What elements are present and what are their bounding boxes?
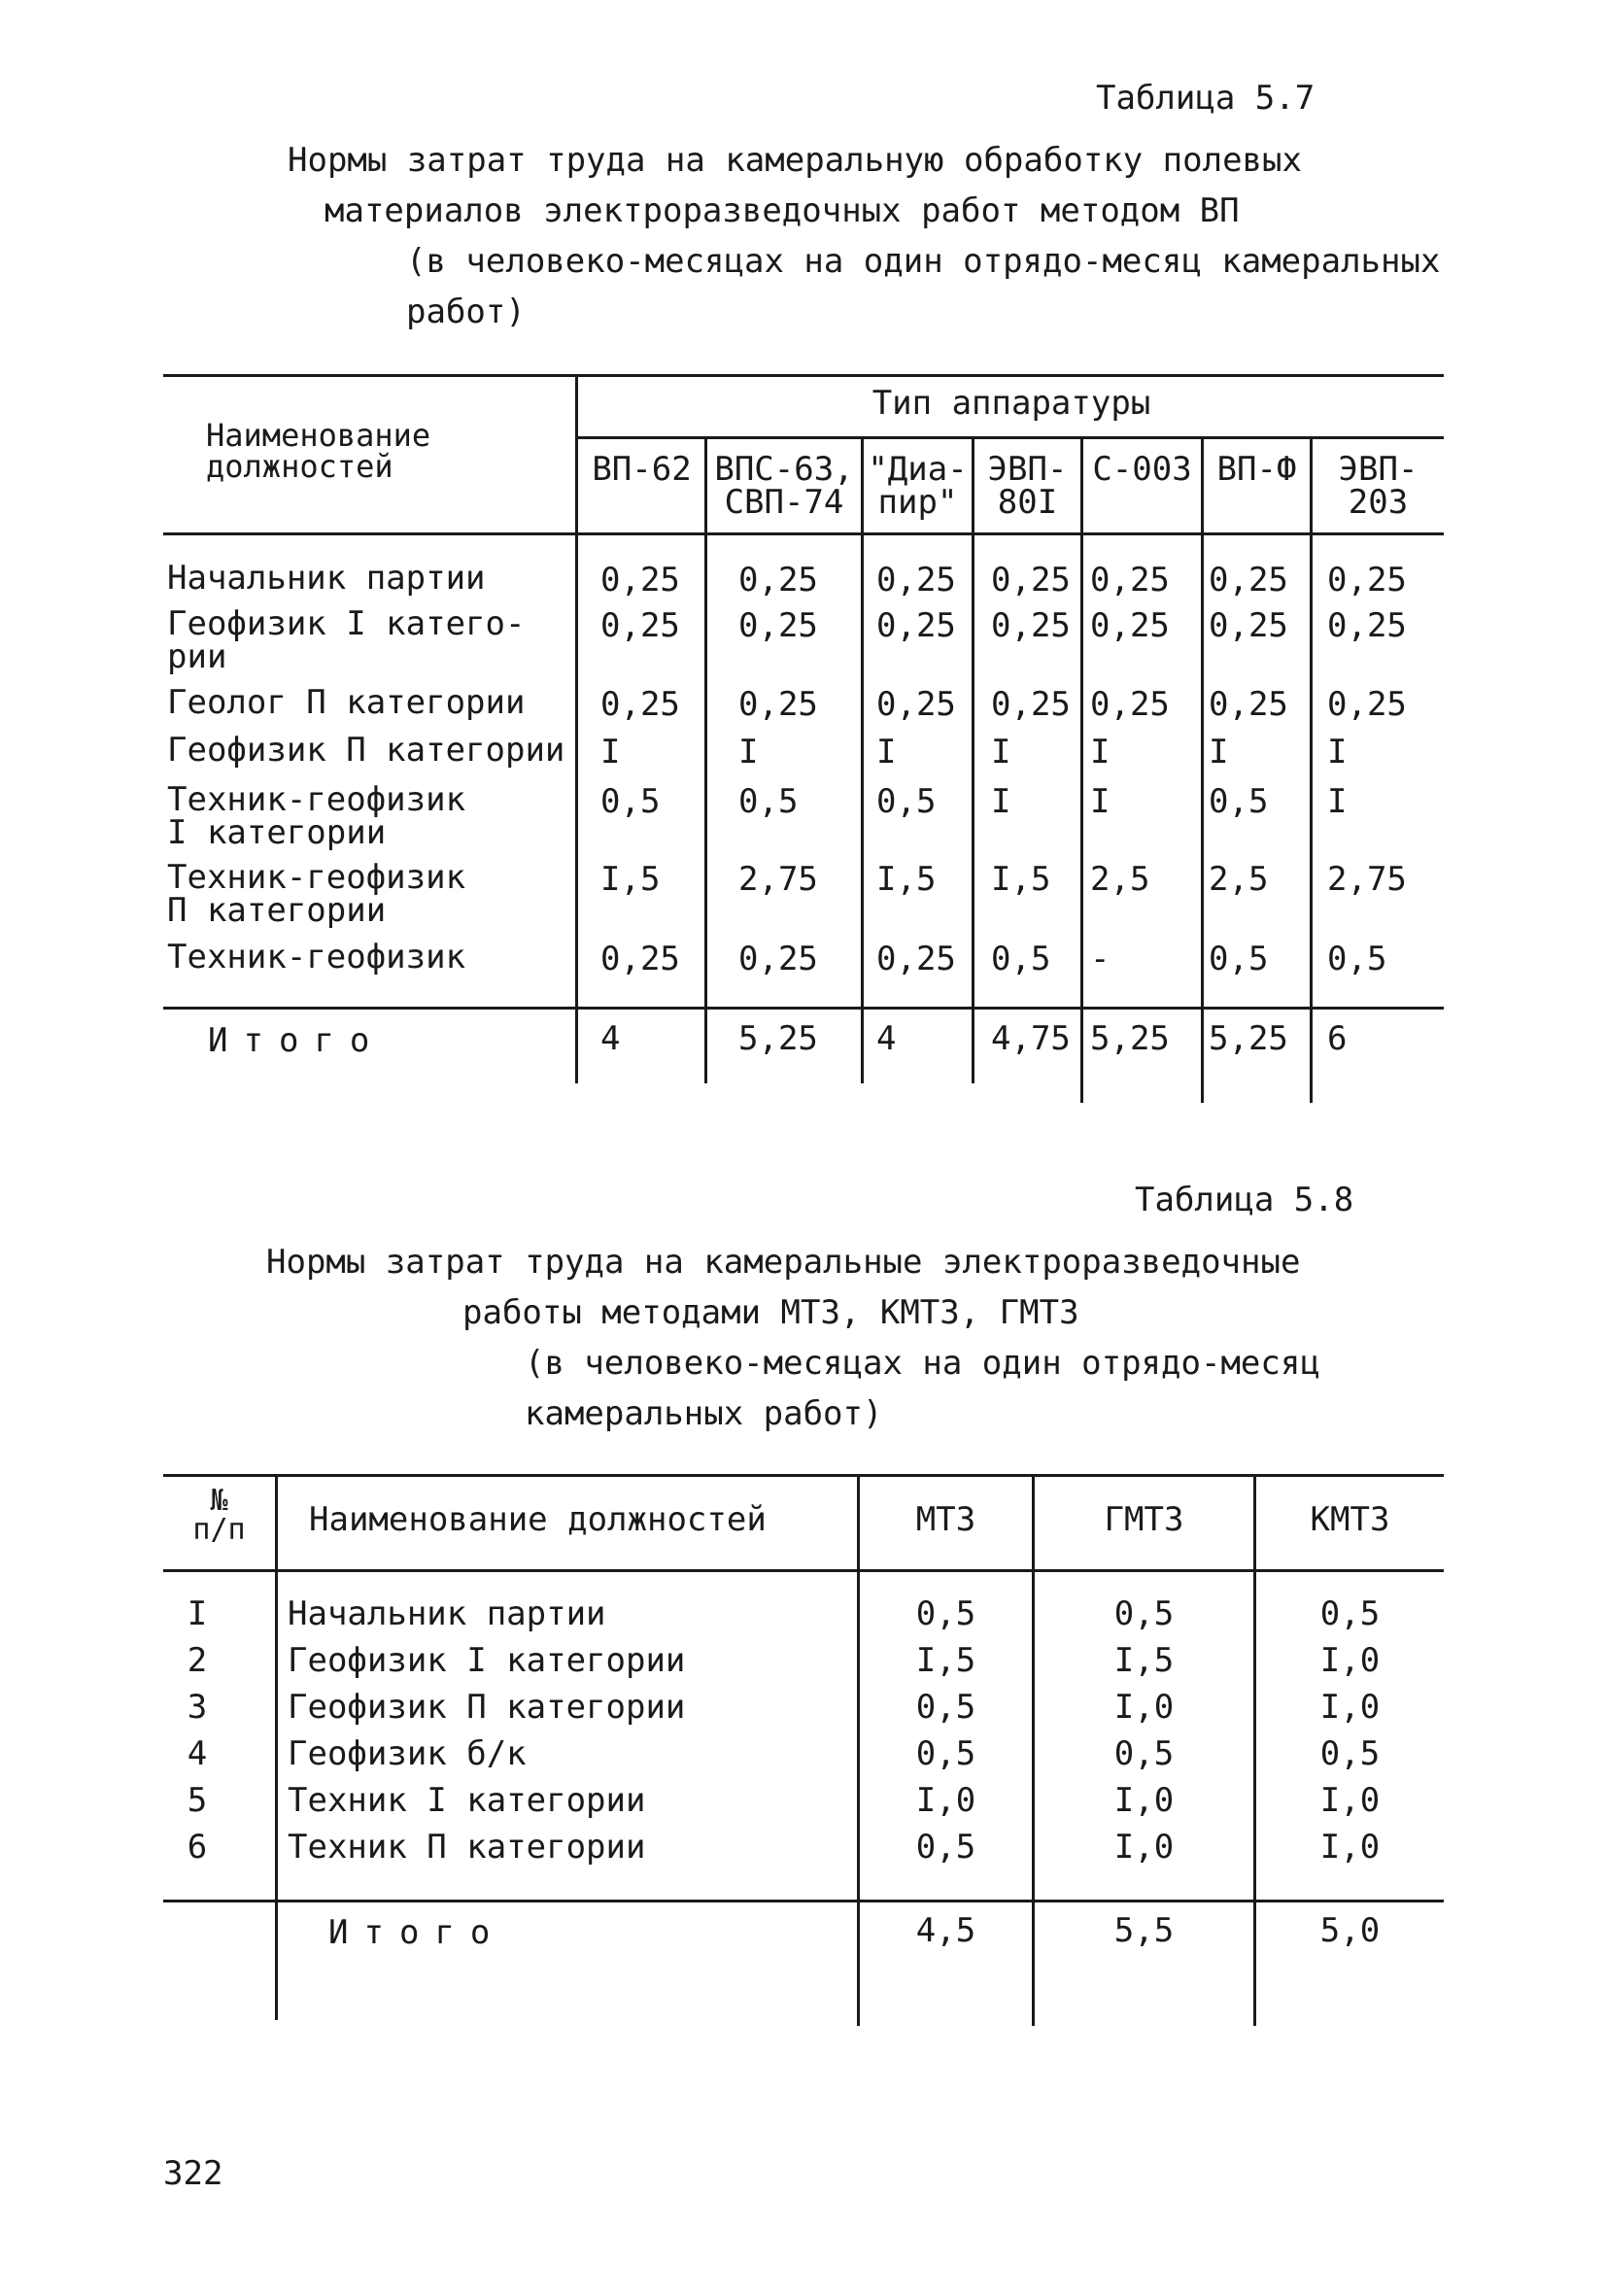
table1-col-divider xyxy=(1080,436,1083,1103)
table1-title-line1: Нормы затрат труда на камеральную обработку полевых xyxy=(288,141,1302,180)
table1-cell: 0,25 xyxy=(1327,606,1407,645)
table1-cell: 0,25 xyxy=(600,606,680,645)
table2-top-rule xyxy=(163,1474,1444,1477)
table2-cell: 0,5 xyxy=(915,1688,976,1727)
table1-column-header: "Диа- пир" xyxy=(868,450,968,522)
table1-cell: 2,5 xyxy=(1090,860,1150,899)
table1-cell: 2,75 xyxy=(1327,860,1407,899)
table2-cell: 0,5 xyxy=(1319,1594,1381,1633)
table2-column-header: МТЗ xyxy=(915,1500,976,1539)
table1-row-name: Геолог П категории xyxy=(167,683,526,722)
table2-total-label: Итого xyxy=(328,1913,506,1952)
table1-cell: 0,5 xyxy=(1209,782,1269,821)
table1-cell: 2,5 xyxy=(1209,860,1269,899)
table1-total-cell: 5,25 xyxy=(1090,1019,1170,1058)
table2-row-num: 6 xyxy=(187,1828,208,1867)
table2-cell: I,0 xyxy=(1319,1641,1381,1680)
table1-cell: 0,25 xyxy=(1090,606,1170,645)
table2-row-name: Геофизик I категории xyxy=(288,1641,686,1680)
table2-col-divider xyxy=(275,1474,278,2020)
table1-column-header: ВПС-63, СВП-74 xyxy=(714,450,854,522)
table1-cell: 0,25 xyxy=(876,685,956,724)
table1-cell: 0,25 xyxy=(991,685,1071,724)
table1-cell: I,5 xyxy=(991,860,1051,899)
table1-column-header: ВП-62 xyxy=(592,450,692,489)
table2-row-num: 5 xyxy=(187,1781,208,1820)
table1-cell: I xyxy=(1090,733,1111,771)
table2-total-cell: 5,0 xyxy=(1319,1911,1381,1950)
table1-row-name: Начальник партии xyxy=(167,559,486,598)
table1-col-divider xyxy=(1310,436,1313,1103)
table1-cell: 0,25 xyxy=(1090,561,1170,600)
table1-cell: I xyxy=(1090,782,1111,821)
table2-column-header: ГМТЗ xyxy=(1104,1500,1184,1539)
table1-cell: - xyxy=(1090,940,1111,978)
table1-units-line2: работ) xyxy=(406,292,526,331)
table1-cell: 0,5 xyxy=(738,782,799,821)
table2-cell: I,5 xyxy=(1113,1641,1175,1680)
table2-cell: I,0 xyxy=(1319,1828,1381,1867)
table1-col-divider xyxy=(972,436,974,1083)
table1-total-cell: 6 xyxy=(1327,1019,1348,1058)
table1-row-name: Техник-геофизик xyxy=(167,938,466,977)
table2-cell: I,5 xyxy=(915,1641,976,1680)
table1-cell: 0,25 xyxy=(738,606,818,645)
table2-column-header: КМТЗ xyxy=(1310,1500,1390,1539)
table1-cell: 0,25 xyxy=(1090,685,1170,724)
table2-title-line1: Нормы затрат труда на камеральные электроразведочные xyxy=(266,1243,1301,1282)
table1-total-cell: 4 xyxy=(600,1019,621,1058)
table1-row-name: Геофизик П категории xyxy=(167,731,565,770)
table2-cell: I,0 xyxy=(1319,1688,1381,1727)
table1-cell: I xyxy=(991,782,1011,821)
table2-cell: 0,5 xyxy=(915,1594,976,1633)
table1-cell: 2,75 xyxy=(738,860,818,899)
table2-row-num: 4 xyxy=(187,1734,208,1773)
table1-cell: 0,25 xyxy=(738,940,818,978)
table1-column-header: С-003 xyxy=(1092,450,1192,489)
table2-position-header: Наименование должностей xyxy=(309,1500,767,1539)
table1-cell: I,5 xyxy=(600,860,661,899)
table1-cell: 0,25 xyxy=(876,561,956,600)
table1-cell: 0,25 xyxy=(1327,685,1407,724)
table1-group-header: Тип аппаратуры xyxy=(871,384,1151,423)
table1-total-cell: 5,25 xyxy=(738,1019,818,1058)
table2-row-name: Геофизик П категории xyxy=(288,1688,686,1727)
page-number: 322 xyxy=(163,2154,223,2193)
table1-total-cell: 4 xyxy=(876,1019,897,1058)
table1-units-line1: (в человеко-месяцах на один отрядо-месяц камеральных xyxy=(406,242,1441,281)
table2-total-rule xyxy=(163,1900,1444,1902)
table1-cell: 0,25 xyxy=(738,685,818,724)
table1-cell: I xyxy=(600,733,621,771)
table2-units-line1: (в человеко-месяцах на один отрядо-месяц xyxy=(525,1344,1320,1383)
table2-num-header: № п/п xyxy=(192,1484,246,1547)
table1-cell: 0,25 xyxy=(991,606,1071,645)
table1-label: Таблица 5.7 xyxy=(1096,79,1316,118)
table1-cell: 0,25 xyxy=(1209,685,1288,724)
table1-title-line2: материалов электроразведочных работ методом ВП xyxy=(325,191,1240,230)
table2-label: Таблица 5.8 xyxy=(1135,1181,1354,1219)
table2-cell: 0,5 xyxy=(1319,1734,1381,1773)
table2-cell: I,0 xyxy=(1113,1828,1175,1867)
table1-cell: 0,25 xyxy=(876,940,956,978)
table1-col-divider xyxy=(704,436,707,1083)
table2-cell: 0,5 xyxy=(1113,1594,1175,1633)
table1-total-cell: 5,25 xyxy=(1209,1019,1288,1058)
table1-total-rule xyxy=(163,1007,1444,1010)
table2-cell: I,0 xyxy=(1113,1781,1175,1820)
table1-col-divider xyxy=(1201,436,1204,1103)
table2-cell: 0,5 xyxy=(1113,1734,1175,1773)
table1-cell: 0,5 xyxy=(991,940,1051,978)
table2-title-line2: работы методами МТЗ, КМТЗ, ГМТЗ xyxy=(462,1293,1079,1332)
table2-cell: I,0 xyxy=(1319,1781,1381,1820)
table2-cell: I,0 xyxy=(915,1781,976,1820)
table1-total-cell: 4,75 xyxy=(991,1019,1071,1058)
table1-header-rule xyxy=(163,532,1444,535)
table1-cell: I xyxy=(1209,733,1229,771)
table1-row-name: Техник-геофизик П категории xyxy=(167,858,466,930)
table1-cell: 0,25 xyxy=(600,561,680,600)
table1-total-label: Итого xyxy=(208,1021,386,1060)
table2-row-name: Геофизик б/к xyxy=(288,1734,527,1773)
table2-total-cell: 4,5 xyxy=(915,1911,976,1950)
table2-cell: 0,5 xyxy=(915,1734,976,1773)
table2-units-line2: камеральных работ) xyxy=(525,1394,883,1433)
table1-cell: 0,25 xyxy=(600,940,680,978)
table2-row-name: Техник I категории xyxy=(288,1781,646,1820)
table2-row-num: 2 xyxy=(187,1641,208,1680)
table2-row-num: I xyxy=(187,1594,208,1633)
table1-cell: 0,5 xyxy=(1209,940,1269,978)
table1-cell: I xyxy=(876,733,897,771)
table1-cell: I xyxy=(1327,782,1348,821)
table1-cell: 0,25 xyxy=(1327,561,1407,600)
table2-cell: I,0 xyxy=(1113,1688,1175,1727)
table1-cell: 0,25 xyxy=(738,561,818,600)
table1-cell: 0,5 xyxy=(876,782,937,821)
table1-cell: 0,5 xyxy=(1327,940,1387,978)
table1-col-divider xyxy=(861,436,864,1083)
table1-cell: I,5 xyxy=(876,860,937,899)
table2-row-num: 3 xyxy=(187,1688,208,1727)
table1-cell: 0,25 xyxy=(600,685,680,724)
table2-cell: 0,5 xyxy=(915,1828,976,1867)
table1-column-header: ЭВП- 80I xyxy=(987,450,1068,522)
table1-cell: 0,25 xyxy=(991,561,1071,600)
table1-cell: 0,25 xyxy=(1209,606,1288,645)
table1-row-name: Геофизик I катего- рии xyxy=(167,604,526,676)
table1-top-rule xyxy=(163,374,1444,377)
table1-row-name: Техник-геофизик I категории xyxy=(167,780,466,852)
table1-cell: 0,25 xyxy=(876,606,956,645)
table1-cell: I xyxy=(738,733,759,771)
table2-header-rule xyxy=(163,1569,1444,1572)
table1-position-header: Наименование должностей xyxy=(206,417,431,485)
table2-row-name: Начальник партии xyxy=(288,1594,606,1633)
table2-total-cell: 5,5 xyxy=(1113,1911,1175,1950)
table1-column-header: ЭВП- 203 xyxy=(1338,450,1418,522)
table1-column-header: ВП-Ф xyxy=(1216,450,1297,489)
table1-col-divider xyxy=(575,374,578,1083)
table1-cell: 0,25 xyxy=(1209,561,1288,600)
table1-cell: I xyxy=(991,733,1011,771)
table2-row-name: Техник П категории xyxy=(288,1828,646,1867)
table1-cell: 0,5 xyxy=(600,782,661,821)
table1-cell: I xyxy=(1327,733,1348,771)
